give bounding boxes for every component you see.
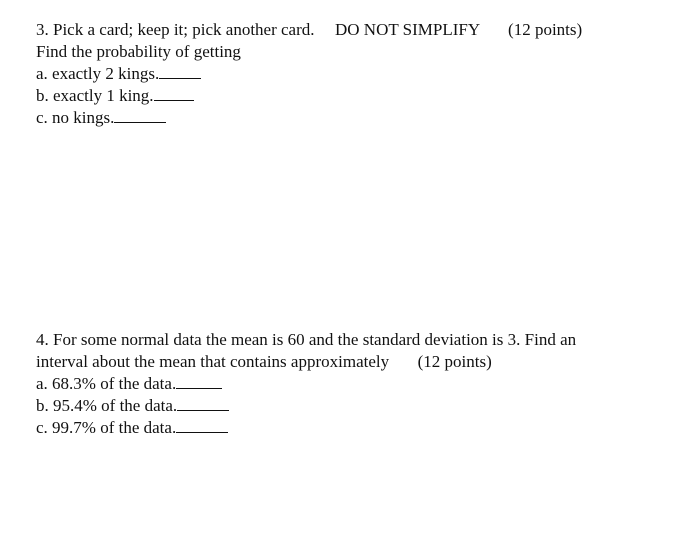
q3-part-c-label: c. no kings. (36, 108, 115, 127)
q3-header-line (36, 19, 676, 41)
q4-part-a (36, 373, 676, 395)
q4-line-2-text: interval about the mean that contains approximately (36, 352, 390, 371)
q3-part-b-label: b. exactly 1 king. (36, 86, 154, 105)
q3-part-c (36, 107, 676, 129)
q3-prompt: Find the probability of getting (36, 42, 241, 61)
q4-part-a-label: a. 68.3% of the data. (36, 374, 177, 393)
q3-part-b-answer-blank[interactable] (154, 85, 194, 101)
q4-line-1: 4. For some normal data the mean is 60 and the standard deviation is 3. Find an (36, 330, 577, 349)
q3-part-a (36, 63, 676, 85)
q4-part-b-label: b. 95.4% of the data. (36, 396, 178, 415)
q4-part-c-answer-blank[interactable] (176, 417, 228, 433)
q4-part-c-label: c. 99.7% of the data. (36, 418, 177, 437)
q3-part-c-answer-blank[interactable] (114, 107, 166, 123)
q3-part-a-answer-blank[interactable] (159, 63, 201, 79)
q3-stem: 3. Pick a card; keep it; pick another card. (36, 20, 315, 39)
q4-part-a-answer-blank[interactable] (176, 373, 222, 389)
q4-part-b (36, 395, 676, 417)
q3-points: (12 points) (508, 20, 583, 39)
q3-instruction: DO NOT SIMPLIFY (335, 20, 480, 39)
question-3 (36, 19, 676, 129)
q3-part-b (36, 85, 676, 107)
q4-part-b-answer-blank[interactable] (177, 395, 229, 411)
q3-part-a-label: a. exactly 2 kings. (36, 64, 160, 83)
q4-points: (12 points) (417, 352, 492, 371)
q4-part-c (36, 417, 676, 439)
question-4 (36, 329, 676, 439)
q4-line-2 (36, 351, 676, 373)
